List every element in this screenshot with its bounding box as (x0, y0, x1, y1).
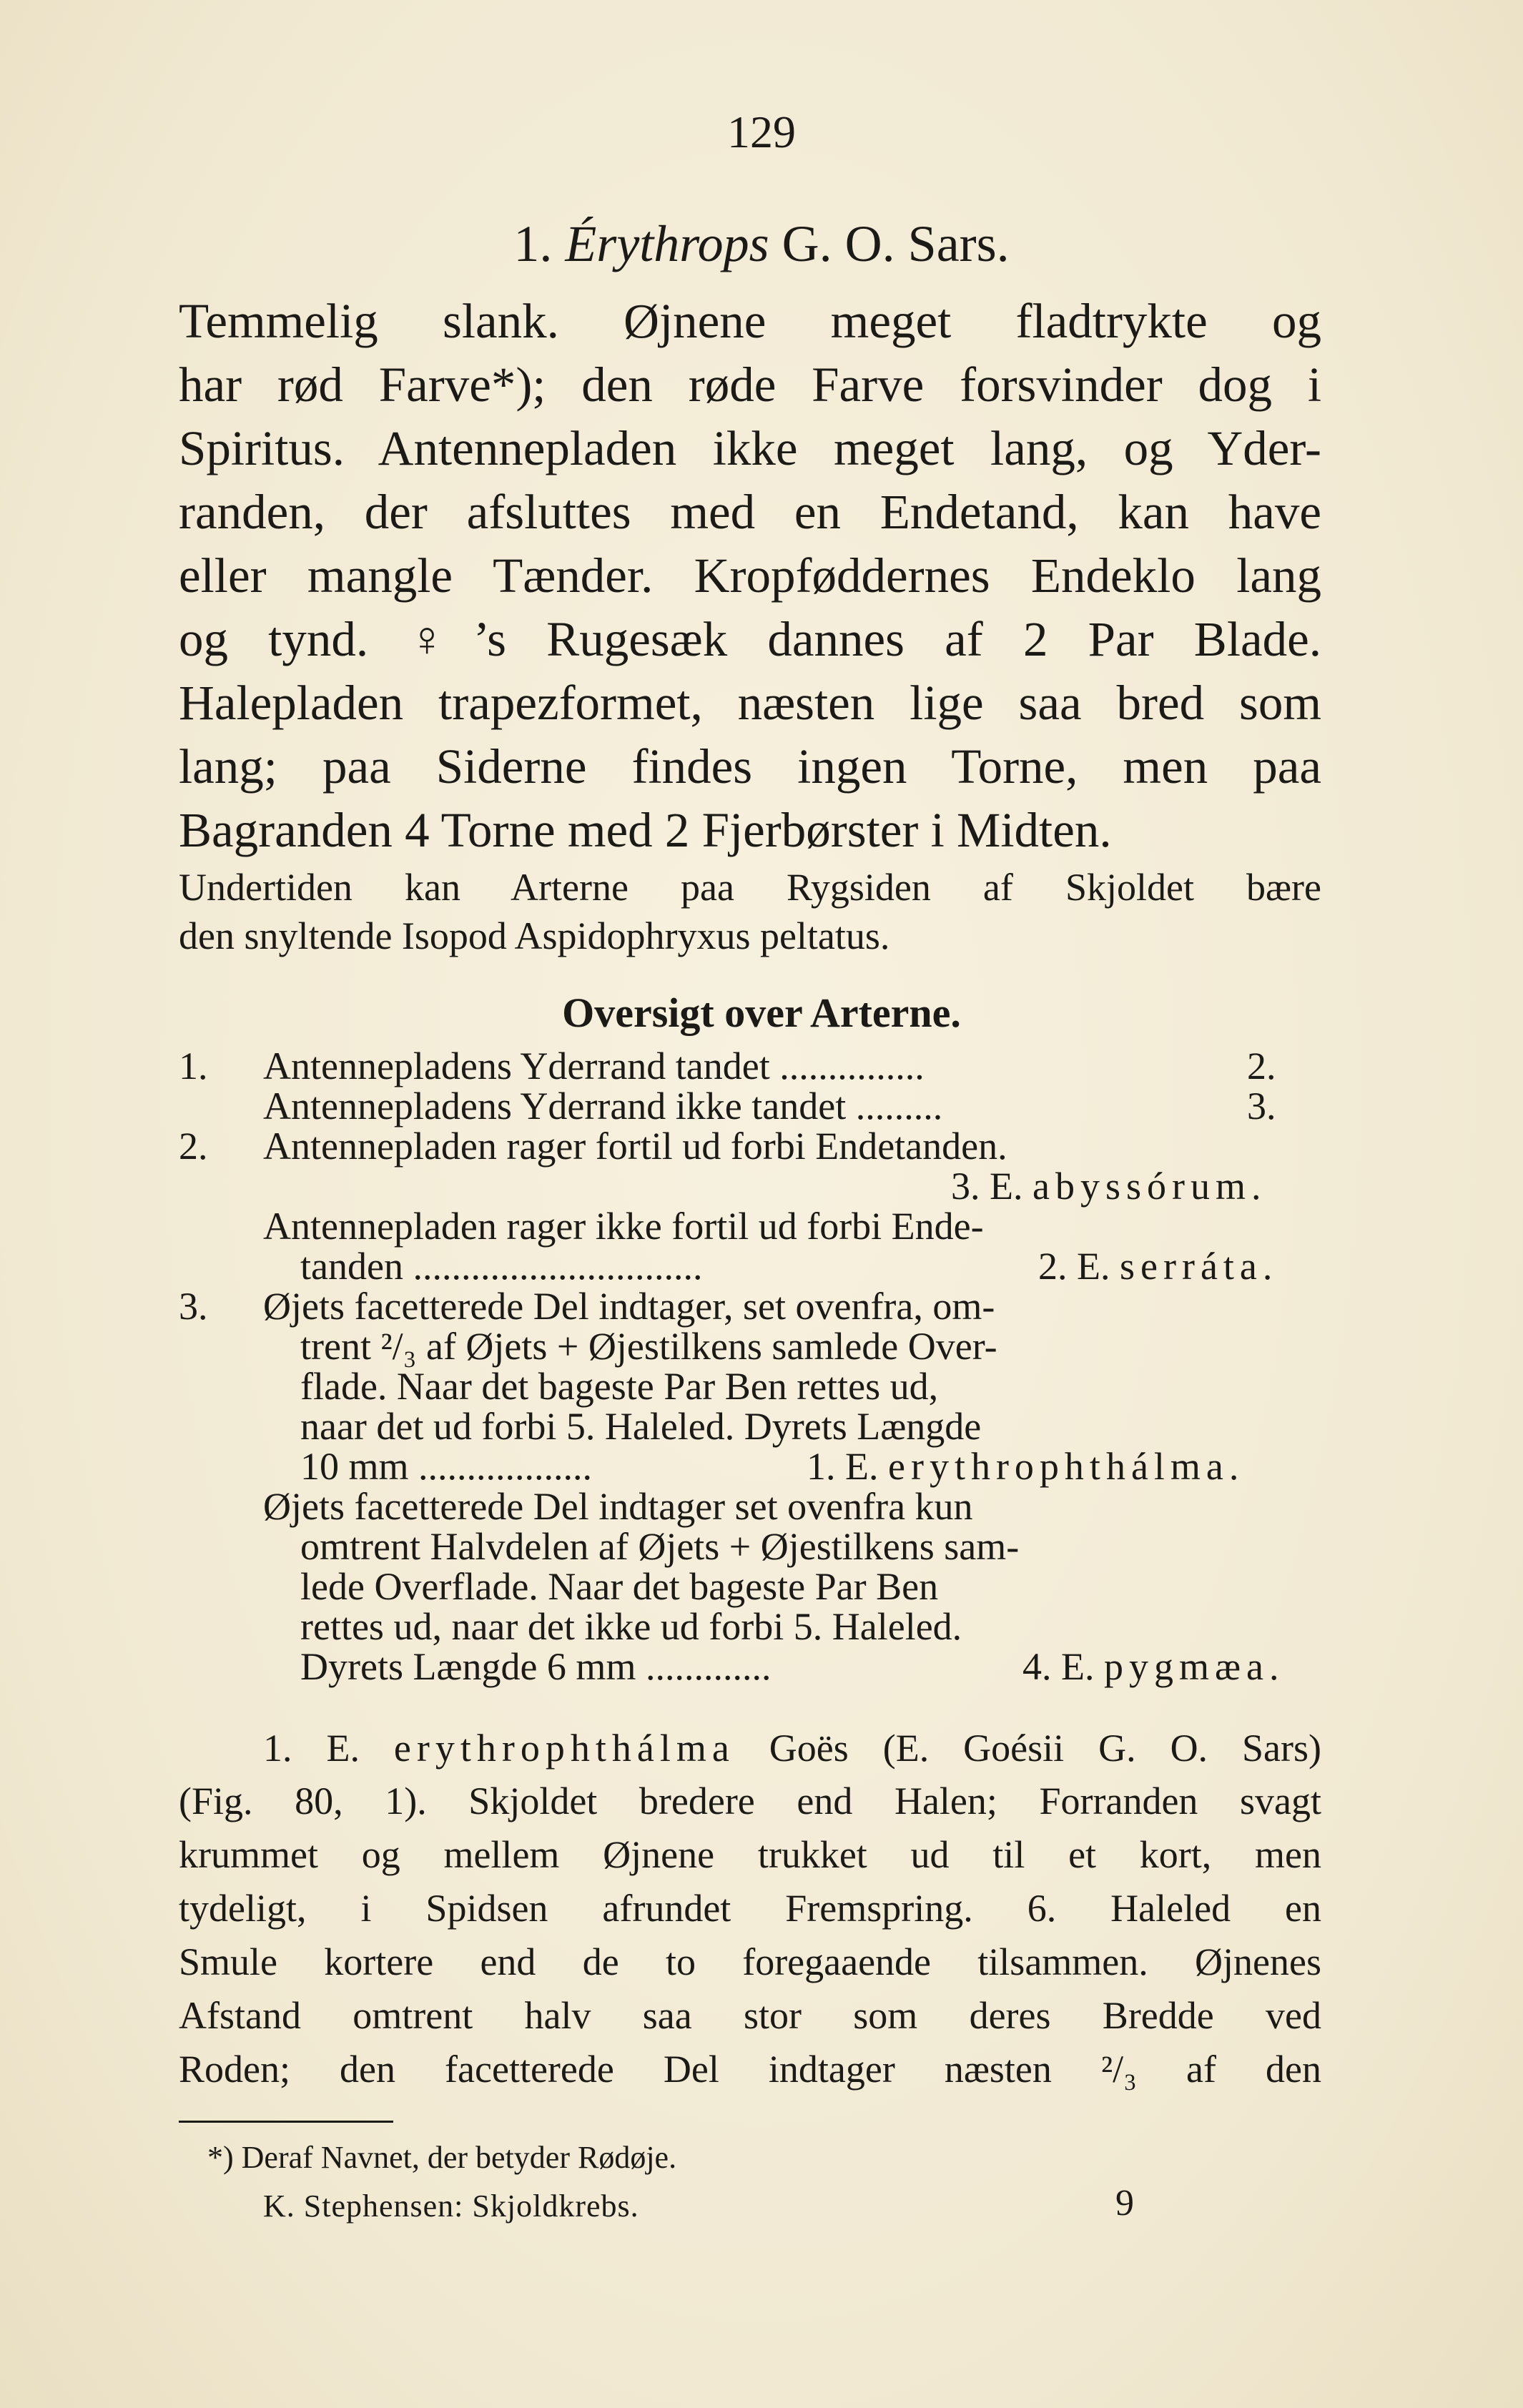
key-leader-dots: .............................. (413, 1245, 703, 1288)
key-ref: 4. E. (1022, 1645, 1095, 1688)
key-number: 2. (179, 1125, 208, 1168)
heading-author: G. O. Sars. (782, 215, 1010, 272)
para3-line: Roden; den facetterede Del indtager næsten ²/₃ af den (179, 2048, 1321, 2091)
key-result (951, 1164, 1266, 1208)
key-line: flade. Naar det bageste Par Ben rettes ud, (300, 1365, 939, 1408)
species-heading-line (263, 1726, 1321, 1770)
species-number: 1. E. (263, 1727, 360, 1770)
key-line (300, 1644, 771, 1689)
para3-line: Smule kortere end de to foregaaende tilsammen. Øjnenes (179, 1940, 1321, 1983)
genus-heading (0, 214, 1523, 274)
key-ref: 1. E. (807, 1445, 879, 1488)
para1-line: Spiritus. Antennepladen ikke meget lang, og Yder- (179, 421, 1321, 475)
key-line: Antennepladen rager fortil ud forbi Endetanden. (263, 1125, 1007, 1168)
key-line (263, 1044, 925, 1088)
heading-number: 1. (513, 215, 553, 272)
para3-line: krummet og mellem Øjnene trukket ud til et kort, men (179, 1833, 1321, 1876)
para3-line: Afstand omtrent halv saa stor som deres Bredde ved (179, 1994, 1321, 2037)
para2-line: den snyltende Isopod Aspidophryxus peltatus. (179, 914, 890, 957)
key-leader-dots: ......... (855, 1085, 943, 1127)
key-text: Dyrets Længde 6 mm (300, 1645, 636, 1688)
key-text: tanden (300, 1245, 403, 1288)
para3-line: (Fig. 80, 1). Skjoldet bredere end Halen; Forranden svagt (179, 1780, 1321, 1822)
key-result (1038, 1244, 1278, 1288)
para1-line: eller mangle Tænder. Kropføddernes Endeklo lang (179, 548, 1321, 603)
species-name: pygmæa. (1104, 1645, 1285, 1688)
key-line (263, 1084, 942, 1128)
key-ref: 3. E. (951, 1165, 1023, 1208)
key-number: 1. (179, 1045, 208, 1087)
key-leader-dots: ............... (779, 1045, 925, 1087)
key-line: trent ²/₃ af Øjets + Øjestilkens samlede Over- (300, 1325, 997, 1368)
para1-line: Bagranden 4 Torne med 2 Fjerbørster i Midten. (179, 803, 1112, 857)
key-number: 3. (179, 1285, 208, 1328)
key-text: Antennepladens Yderrand ikke tandet (263, 1085, 847, 1127)
species-name: abyssórum. (1032, 1165, 1267, 1208)
key-line: rettes ud, naar det ikke ud forbi 5. Haleled. (300, 1605, 962, 1648)
key-ref: 2. E. (1038, 1245, 1110, 1288)
para1-line: randen, der afsluttes med en Endetand, kan have (179, 485, 1321, 539)
key-line: Øjets facetterede Del indtager, set ovenfra, om- (263, 1285, 995, 1328)
key-text: Antennepladens Yderrand tandet (263, 1045, 770, 1087)
species-name: erythrophthálma. (888, 1445, 1245, 1488)
para1-line: lang; paa Siderne findes ingen Torne, men paa (179, 739, 1321, 794)
key-ref: 2. (1247, 1045, 1276, 1087)
footnote: *) Deraf Navnet, der betyder Rødøje. (207, 2140, 677, 2175)
para3-line: tydeligt, i Spidsen afrundet Fremspring. 6. Haleled en (179, 1887, 1321, 1930)
key-text: 10 mm (300, 1445, 409, 1488)
signature: K. Stephensen: Skjoldkrebs. (263, 2189, 639, 2224)
para1-line: Halepladen trapezformet, næsten lige saa bred som (179, 676, 1321, 730)
sheet-number: 9 (1115, 2183, 1134, 2224)
page-number: 129 (727, 107, 796, 157)
species-name: serráta. (1120, 1245, 1278, 1288)
key-line: Øjets facetterede Del indtager set ovenfra kun (263, 1485, 973, 1528)
key-line: Antennepladen rager ikke fortil ud forbi Ende- (263, 1205, 984, 1248)
key-ref: 3. (1247, 1085, 1276, 1127)
footnote-rule (179, 2121, 393, 2123)
key-leader-dots: .................. (418, 1445, 593, 1488)
species-name: erythrophthálma (393, 1727, 735, 1770)
para1-line: har rød Farve*); den røde Farve forsvinder dog i (179, 357, 1321, 412)
key-line: lede Overflade. Naar det bageste Par Ben (300, 1565, 939, 1608)
key-line: naar det ud forbi 5. Haleled. Dyrets Længde (300, 1405, 982, 1448)
key-result (807, 1444, 1244, 1489)
key-line: omtrent Halvdelen af Øjets + Øjestilkens sam- (300, 1525, 1020, 1568)
species-authority: Goës (E. Goésii G. O. Sars) (769, 1727, 1322, 1770)
key-line (300, 1444, 592, 1489)
key-leader-dots: ............. (645, 1645, 772, 1688)
key-result (1022, 1644, 1285, 1689)
para2-line: Undertiden kan Arterne paa Rygsiden af Skjoldet bære (179, 866, 1321, 909)
key-line (300, 1244, 702, 1288)
para1-line: og tynd. ♀’s Rugesæk dannes af 2 Par Blade. (179, 612, 1321, 666)
key-title: Oversigt over Arterne. (562, 990, 961, 1036)
para1-line: Temmelig slank. Øjnene meget fladtrykte og (179, 294, 1321, 348)
heading-genus: Érythrops (565, 215, 769, 272)
